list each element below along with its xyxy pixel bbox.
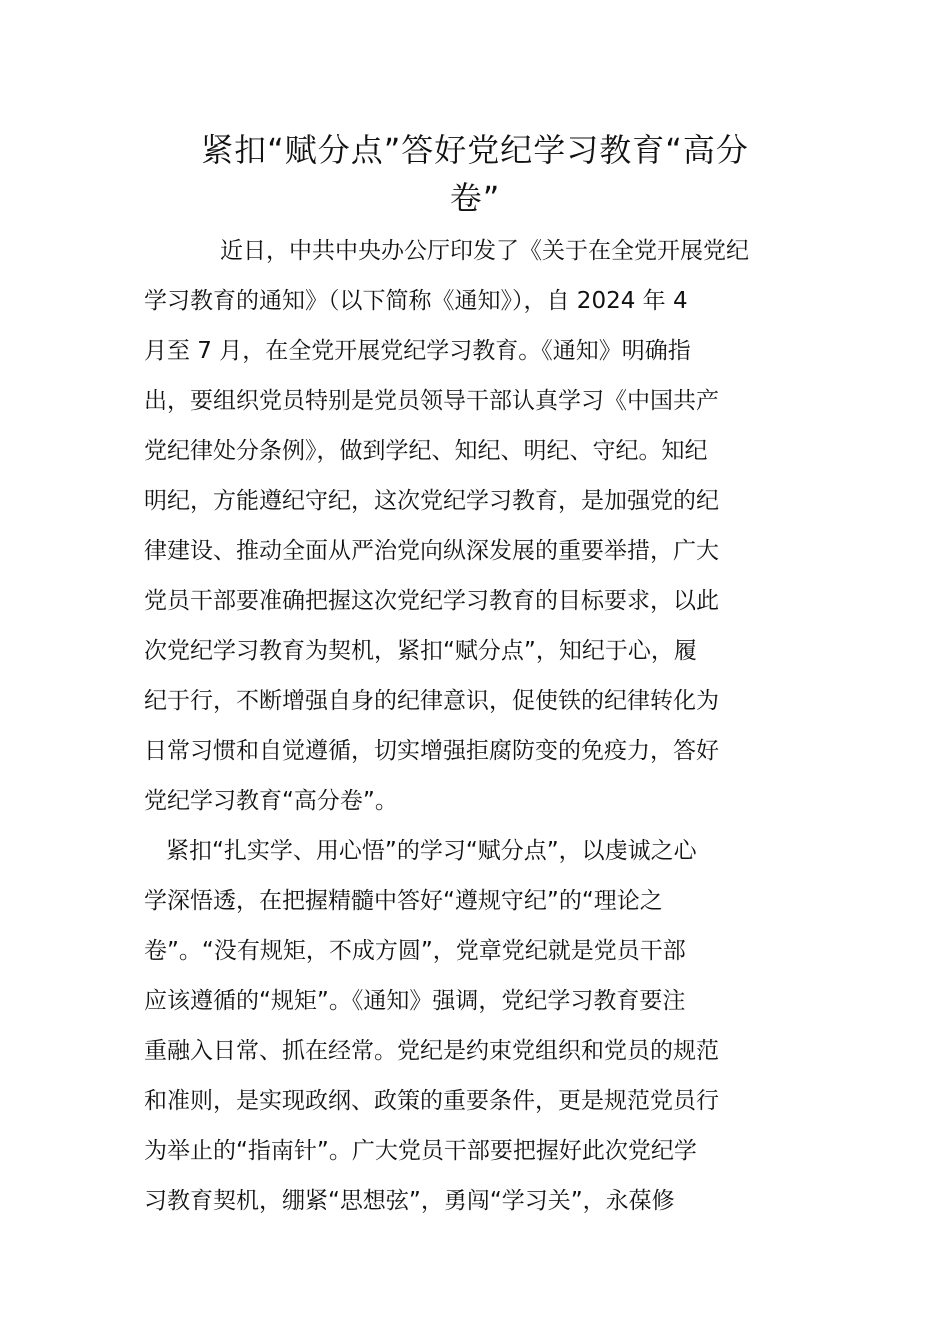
text-line: 党员干部要准确把握这次党纪学习教育的目标要求，以此 [144, 588, 719, 614]
paragraph-1 [144, 226, 810, 826]
title-line: 卷” [449, 179, 501, 217]
text-line: 纪于行，不断增强自身的纪律意识，促使铁的纪律转化为 [144, 688, 719, 714]
text-line: 学深悟透，在把握精髓中答好“遵规守纪”的“理论之 [144, 888, 663, 914]
text-line: 月至 7 月，在全党开展党纪学习教育。《通知》明确指 [144, 338, 691, 364]
text-line: 党纪律处分条例》，做到学纪、知纪、明纪、守纪。知纪 [144, 438, 708, 464]
text-line: 明纪，方能遵纪守纪，这次党纪学习教育，是加强党的纪 [144, 488, 719, 514]
document-body [144, 226, 810, 1226]
document-title [140, 126, 810, 222]
text-line: 律建设、推动全面从严治党向纵深发展的重要举措，广大 [144, 538, 719, 564]
text-line: 重融入日常、抓在经常。党纪是约束党组织和党员的规范 [144, 1038, 719, 1064]
text-line: 为举止的“指南针”。广大党员干部要把握好此次党纪学 [144, 1138, 697, 1164]
text-line: 近日，中共中央办公厅印发了《关于在全党开展党纪 [220, 238, 749, 264]
text-line: 日常习惯和自觉遵循，切实增强拒腐防变的免疫力，答好 [144, 738, 719, 764]
text-line: 学习教育的通知》（以下简称《通知》），自 2024 年 4 [144, 288, 688, 314]
text-line: 和准则，是实现政纲、政策的重要条件，更是规范党员行 [144, 1088, 719, 1114]
text-line: 党纪学习教育“高分卷”。 [144, 788, 398, 814]
text-line: 次党纪学习教育为契机，紧扣“赋分点”，知纪于心，履 [144, 638, 697, 664]
paragraph-2 [144, 826, 810, 1226]
title-line: 紧扣“赋分点”答好党纪学习教育“高分 [201, 131, 749, 169]
text-line: 出，要组织党员特别是党员领导干部认真学习《中国共产 [144, 388, 719, 414]
text-line: 卷”。“没有规矩，不成方圆”，党章党纪就是党员干部 [144, 938, 686, 964]
text-line: 习教育契机，绷紧“思想弦”，勇闯“学习关”，永葆修 [144, 1188, 675, 1214]
text-line: 应该遵循的“规矩”。《通知》强调，党纪学习教育要注 [144, 988, 686, 1014]
text-line: 紧扣“扎实学、用心悟”的学习“赋分点”，以虔诚之心 [166, 838, 697, 864]
